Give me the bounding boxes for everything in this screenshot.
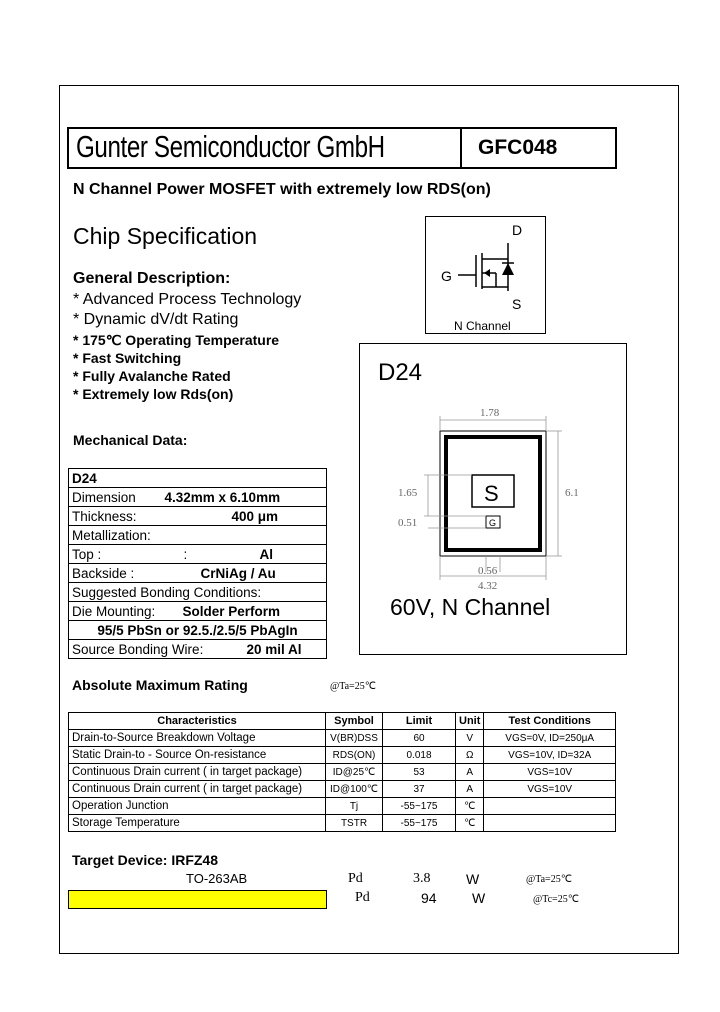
- mech-label: Backside :: [72, 565, 135, 581]
- die-diagram: [360, 344, 626, 654]
- package-name: TO-263AB: [186, 871, 248, 886]
- cell: 0.018: [383, 747, 456, 764]
- gate-pad-label: G: [489, 518, 497, 528]
- mech-value: Solder Perform: [182, 603, 281, 619]
- pd-symbol: Pd: [355, 890, 370, 905]
- cell: ℃: [456, 815, 484, 832]
- feature-item: * Dynamic dV/dt Rating: [73, 311, 239, 328]
- cell: -55~175: [383, 815, 456, 832]
- cell: A: [456, 764, 484, 781]
- subtitle: N Channel Power MOSFET with extremely low RDS(on): [73, 181, 491, 198]
- mech-label: Top :: [72, 546, 102, 562]
- table-row: [69, 488, 327, 507]
- feature-item: * Extremely low Rds(on): [73, 386, 234, 402]
- dim-left-upper: 1.65: [398, 487, 418, 499]
- cell: Operation Junction: [69, 798, 326, 815]
- dim-right: 6.1: [565, 487, 579, 499]
- cell: TSTR: [326, 815, 383, 832]
- dim-top: 1.78: [480, 407, 500, 419]
- mech-value: 400 μm: [231, 508, 279, 524]
- highlight-bar: [68, 890, 327, 909]
- cell: RDS(ON): [326, 747, 383, 764]
- table-row: [69, 798, 616, 815]
- cell: V: [456, 730, 484, 747]
- table-row: [69, 621, 327, 640]
- pd-condition: @Ta=25℃: [526, 874, 572, 885]
- col-header: Test Conditions: [484, 713, 616, 730]
- cell: ID@25℃: [326, 764, 383, 781]
- table-row: [69, 545, 327, 564]
- mechanical-table: [68, 468, 327, 659]
- abs-max-table: [68, 712, 616, 832]
- mech-value: CrNiAg / Au: [200, 565, 276, 581]
- company-name: Gunter Semiconductor GmbH: [76, 129, 385, 164]
- cell: [484, 815, 616, 832]
- mech-label: Suggested Bonding Conditions:: [69, 583, 327, 602]
- cell: ℃: [456, 798, 484, 815]
- cell: VGS=10V: [484, 781, 616, 798]
- feature-item: * 175℃ Operating Temperature: [73, 332, 280, 348]
- cell: VGS=10V, ID=32A: [484, 747, 616, 764]
- cell: Ω: [456, 747, 484, 764]
- cell: -55~175: [383, 798, 456, 815]
- cell: Continuous Drain current ( in target package): [69, 781, 326, 798]
- mech-value: 20 mil Al: [246, 641, 302, 657]
- mech-sep: :: [183, 546, 188, 562]
- mechanical-data-title: Mechanical Data:: [73, 432, 188, 448]
- chip-spec-title: Chip Specification: [73, 223, 258, 249]
- mech-label: D24: [69, 469, 327, 488]
- mech-label: Source Bonding Wire:: [72, 641, 204, 657]
- cell: 37: [383, 781, 456, 798]
- cell: 60: [383, 730, 456, 747]
- cell: 53: [383, 764, 456, 781]
- die-title: D24: [378, 359, 423, 386]
- col-header: Unit: [456, 713, 484, 730]
- table-row: [69, 583, 327, 602]
- table-row: [69, 781, 616, 798]
- header-divider: [460, 127, 462, 169]
- cell: A: [456, 781, 484, 798]
- table-row: [69, 526, 327, 545]
- abs-max-title: Absolute Maximum Rating: [72, 677, 248, 693]
- gate-label: G: [441, 268, 452, 284]
- drain-label: D: [512, 222, 523, 238]
- dim-left-lower: 0.51: [398, 517, 418, 529]
- mech-value: Al: [259, 546, 273, 562]
- table-row: [69, 602, 327, 621]
- table-header-row: [69, 713, 616, 730]
- dim-bottom-outer: 4.32: [478, 580, 498, 592]
- table-row: [69, 764, 616, 781]
- mosfet-symbol-icon: [426, 217, 545, 333]
- mosfet-symbol-box: [425, 216, 546, 334]
- feature-item: * Fast Switching: [73, 350, 182, 366]
- symbol-caption: N Channel: [454, 319, 511, 333]
- cell: Continuous Drain current ( in target package): [69, 764, 326, 781]
- table-row: [69, 469, 327, 488]
- pd-symbol: Pd: [348, 871, 363, 886]
- feature-item: * Fully Avalanche Rated: [73, 368, 231, 384]
- col-header: Limit: [383, 713, 456, 730]
- cell: Tj: [326, 798, 383, 815]
- table-row: [69, 507, 327, 526]
- table-row: [69, 747, 616, 764]
- die-diagram-box: [359, 343, 627, 655]
- mech-value: 95/5 PbSn or 92.5./2.5/5 PbAgIn: [69, 621, 327, 640]
- pd-value: 94: [421, 890, 437, 906]
- mech-label: Metallization:: [69, 526, 327, 545]
- rating-label: 60V, N Channel: [390, 594, 551, 620]
- pd-unit: W: [472, 890, 486, 906]
- cell: VGS=10V: [484, 764, 616, 781]
- mech-label: Dimension: [72, 489, 136, 505]
- pd-value: 3.8: [413, 871, 431, 886]
- table-row: [69, 815, 616, 832]
- cell: VGS=0V, ID=250μA: [484, 730, 616, 747]
- col-header: Symbol: [326, 713, 383, 730]
- mech-label: Die Mounting:: [72, 603, 156, 619]
- pd-condition: @Tc=25℃: [533, 894, 579, 905]
- cell: V(BR)DSS: [326, 730, 383, 747]
- feature-item: * Advanced Process Technology: [73, 291, 302, 308]
- table-row: [69, 564, 327, 583]
- source-pad-label: S: [484, 481, 499, 506]
- general-description-title: General Description:: [73, 270, 231, 287]
- cell: Storage Temperature: [69, 815, 326, 832]
- abs-max-condition: @Ta=25℃: [330, 681, 376, 692]
- col-header: Characteristics: [69, 713, 326, 730]
- cell: Static Drain-to - Source On-resistance: [69, 747, 326, 764]
- dim-bottom-inner: 0.56: [478, 565, 498, 577]
- cell: Drain-to-Source Breakdown Voltage: [69, 730, 326, 747]
- source-label: S: [512, 296, 522, 312]
- pd-unit: W: [466, 871, 480, 887]
- mech-value: 4.32mm x 6.10mm: [164, 489, 281, 505]
- part-number: GFC048: [478, 136, 558, 159]
- mech-label: Thickness:: [72, 508, 137, 524]
- cell: ID@100℃: [326, 781, 383, 798]
- table-row: [69, 640, 327, 659]
- cell: [484, 798, 616, 815]
- target-device: Target Device: IRFZ48: [72, 852, 219, 868]
- table-row: [69, 730, 616, 747]
